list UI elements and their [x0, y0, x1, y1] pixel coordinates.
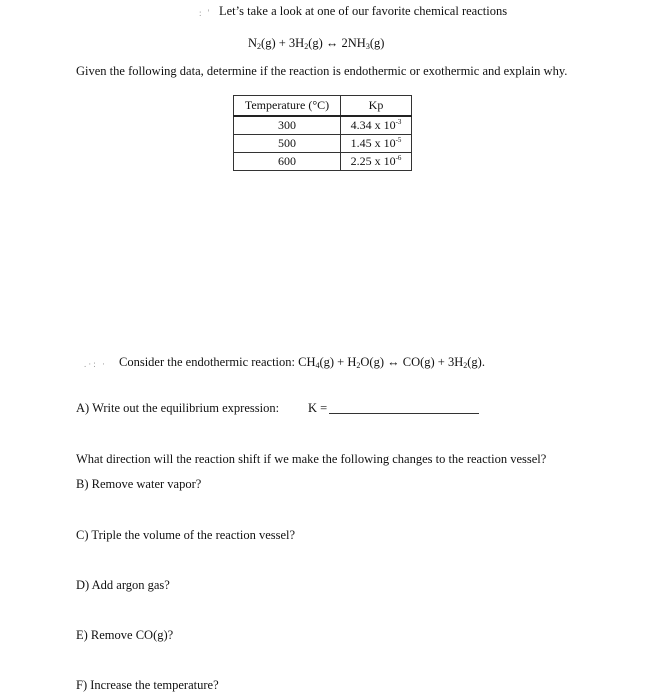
- kp-data-table: [233, 95, 412, 171]
- table-header-row: [234, 96, 412, 117]
- given-instruction: Given the following data, determine if the reaction is endothermic or exothermic and explain why.: [76, 64, 568, 78]
- kp-cell: 2.25 x $10^{-6}$: [341, 153, 412, 171]
- table-row: [234, 135, 412, 153]
- question-a-answer: [308, 401, 479, 416]
- scan-speck: .·: ·: [84, 359, 107, 369]
- question-c: C) Triple the volume of the reaction vessel?: [76, 528, 296, 542]
- direction-prompt: What direction will the reaction shift if we make the following changes to the reaction vessel?: [76, 452, 547, 466]
- question-d: D) Add argon gas?: [76, 578, 170, 592]
- scan-speck: : ': [199, 8, 212, 18]
- intro-prompt: Let’s take a look at one of our favorite chemical reactions: [219, 4, 508, 18]
- answer-blank: [329, 401, 479, 414]
- question-a-label: A) Write out the equilibrium expression:: [76, 401, 280, 415]
- temperature-cell: 500: [234, 135, 341, 153]
- temperature-header: Temperature (°C): [234, 96, 341, 117]
- reaction-methane: Consider the endothermic reaction: $CH_4(g) + H_2O(g)$ ↔ $CO(g) + 3H_2(g)$.: [119, 355, 485, 370]
- question-e: E) Remove CO(g)?: [76, 628, 174, 642]
- question-f: F) Increase the temperature?: [76, 678, 219, 692]
- k-symbol: K =: [308, 401, 328, 415]
- temperature-cell: 600: [234, 153, 341, 171]
- reaction-ammonia: $N_2(g) + 3H_2(g)$ ↔ $2NH_3(g)$: [248, 36, 385, 51]
- table-row: [234, 153, 412, 171]
- question-b: B) Remove water vapor?: [76, 477, 202, 491]
- table-row: [234, 116, 412, 135]
- temperature-cell: 300: [234, 116, 341, 135]
- kp-cell: 1.45 x $10^{-5}$: [341, 135, 412, 153]
- kp-cell: 4.34 x $10^{-3}$: [341, 116, 412, 135]
- kp-header: Kp: [341, 96, 412, 117]
